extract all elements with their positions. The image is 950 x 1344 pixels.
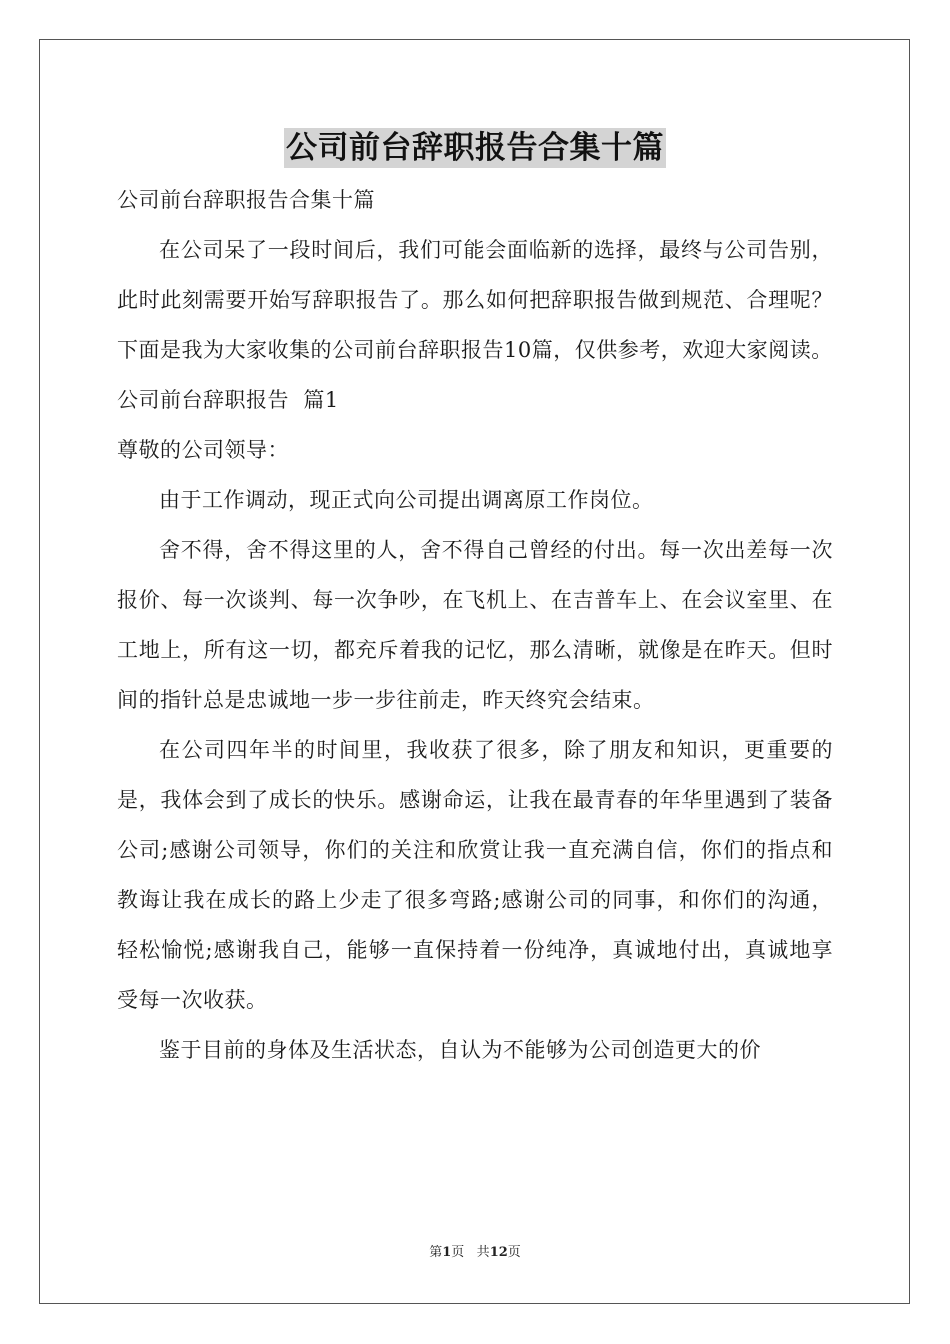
paragraph: 在公司呆了一段时间后，我们可能会面临新的选择，最终与公司告别，此时此刻需要开始写辞职报告了。那么如何把辞职报告做到规范、合理呢？下面是我为大家收集的公司前台辞职报告10篇，仅供参考，欢迎大家阅读。 (117, 238, 833, 362)
page-number: 1 (442, 1245, 452, 1260)
paragraph: 在公司四年半的时间里，我收获了很多，除了朋友和知识，更重要的是，我体会到了成长的快乐。感谢命运，让我在最青春的年华里遇到了装备公司;感谢公司领导，你们的关注和欣赏让我一直充满自信，你们的指点和教诲让我在成长的路上少走了很多弯路;感谢公司的同事，和你们的沟通，轻松愉悦;感谢我自己，能够一直保持着一份纯净，真诚地付出，真诚地享受每一次收获。 (117, 738, 833, 1012)
section-heading: 公司前台辞职报告 篇1 (117, 388, 339, 412)
document-body (117, 175, 833, 1075)
document-title: 公司前台辞职报告合集十篇 (286, 130, 664, 166)
total-suffix: 页 (507, 1245, 521, 1260)
title-container (0, 128, 950, 168)
paragraph: 由于工作调动，现正式向公司提出调离原工作岗位。 (159, 488, 654, 512)
paragraph: 公司前台辞职报告合集十篇 (117, 188, 375, 212)
total-prefix: 共 (476, 1245, 490, 1260)
total-pages: 12 (489, 1245, 508, 1260)
page-footer (0, 1244, 950, 1262)
paragraph: 舍不得，舍不得这里的人，舍不得自己曾经的付出。每一次出差每一次报价、每一次谈判、每一次争吵，在飞机上、在吉普车上、在会议室里、在工地上，所有这一切，都充斥着我的记忆，那么清晰，就像是在昨天。但时间的指针总是忠诚地一步一步往前走，昨天终究会结束。 (117, 538, 833, 712)
salutation: 尊敬的公司领导： (117, 438, 289, 462)
page-prefix: 第 (429, 1245, 443, 1260)
page-suffix: 页 (451, 1245, 465, 1260)
paragraph: 鉴于目前的身体及生活状态，自认为不能够为公司创造更大的价 (159, 1038, 761, 1062)
